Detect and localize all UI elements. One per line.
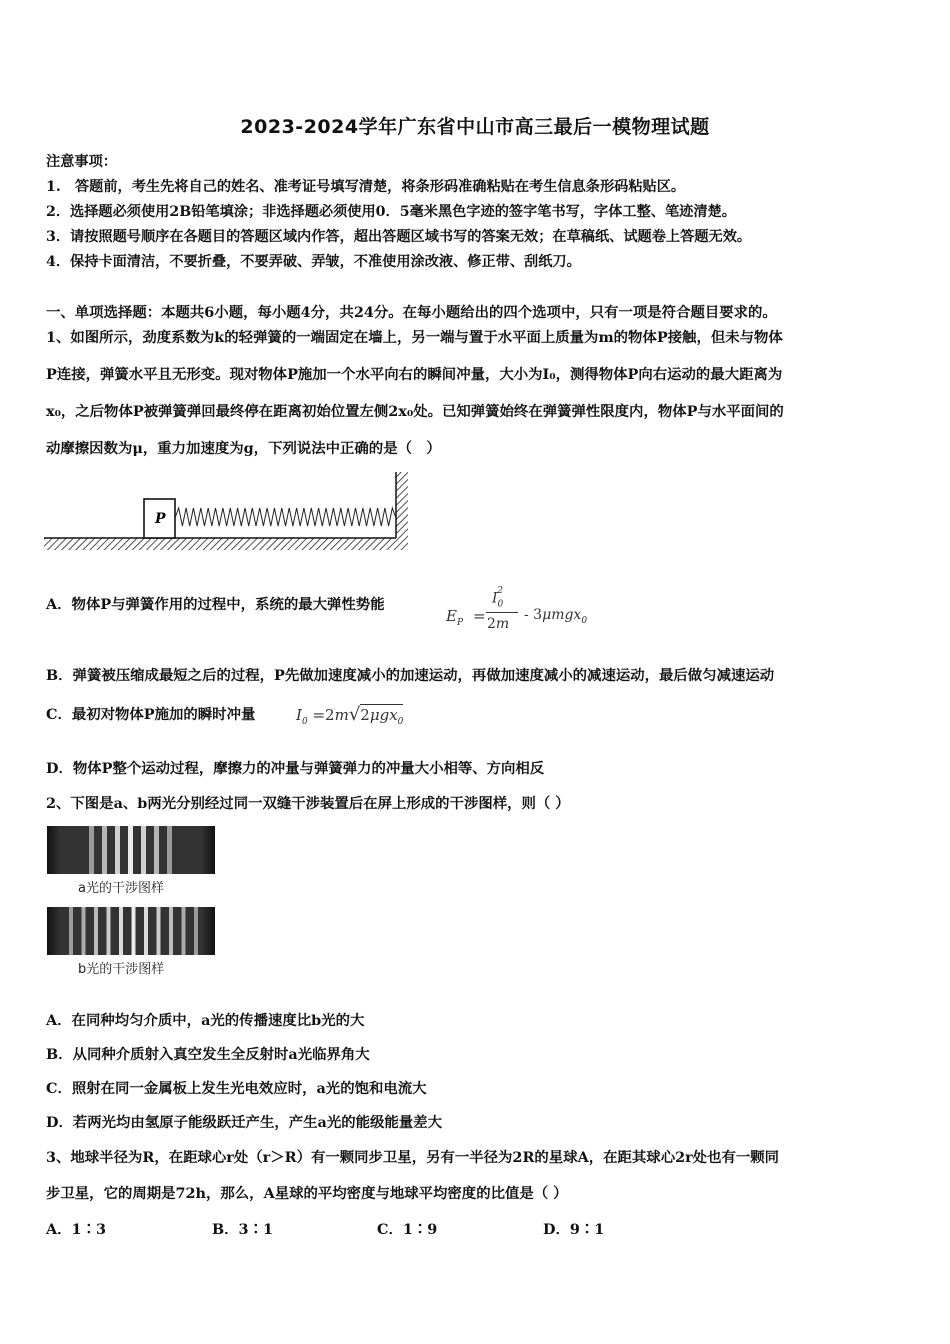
- bright-fringe: [115, 826, 120, 874]
- q1-formula-a: $E_P$ = $I_0^2$ 2m - 3μmgx$_0$: [446, 586, 588, 632]
- bright-fringe: [69, 907, 73, 955]
- bright-fringe: [194, 907, 198, 955]
- bright-fringe: [144, 907, 148, 955]
- q3-option-b: B．3∶1: [212, 1221, 273, 1238]
- bright-fringe: [107, 907, 111, 955]
- q1-option-a: A．物体P与弹簧作用的过程中，系统的最大弹性势能: [46, 596, 385, 613]
- wall-hatch: [396, 472, 408, 550]
- q3-option-a: A．1∶3: [46, 1221, 106, 1238]
- q2-option-c: C．照射在同一金属板上发生光电效应时，a光的饱和电流大: [46, 1080, 427, 1097]
- q1-option-d: D．物体P整个运动过程，摩擦力的冲量与弹簧弹力的冲量大小相等、方向相反: [46, 760, 545, 777]
- block-p-label: P: [155, 511, 166, 527]
- fringe-label-a: a光的干涉图样: [78, 881, 164, 896]
- bright-fringe: [82, 907, 86, 955]
- notice-heading: 注意事项：: [46, 154, 117, 170]
- q3-line-1: 3、地球半径为R，在距球心r处（r＞R）有一颗同步卫星，另有一半径为2R的星球A，在距其球心2r处也有一颗同: [46, 1149, 780, 1166]
- bright-fringe: [157, 907, 161, 955]
- q2-option-d: D．若两光均由氢原子能级跃迁产生，产生a光的能级能量差大: [46, 1114, 442, 1131]
- bright-fringe: [182, 907, 186, 955]
- q1-spring-figure: [44, 468, 410, 556]
- q1-formula-c: $I_0 =2m√2\mu gx_0$: [296, 704, 404, 727]
- fringe-pattern-a: [47, 826, 215, 874]
- q1-line-2: P连接，弹簧水平且无形变。现对物体P施加一个水平向右的瞬间冲量，大小为I₀，测得物体P向右运动的最大距离为: [46, 366, 783, 383]
- notice-item-1: 1. 答题前，考生先将自己的姓名、准考证号填写清楚，将条形码准确粘贴在考生信息条形码粘贴区。: [46, 179, 686, 195]
- bright-fringe: [169, 907, 173, 955]
- bright-fringe: [141, 826, 146, 874]
- q3-option-c: C．1∶9: [377, 1221, 438, 1238]
- q3-line-2: 步卫星，它的周期是72h，那么，A星球的平均密度与地球平均密度的比值是（ ）: [46, 1185, 568, 1202]
- bright-fringe: [89, 826, 94, 874]
- section-heading: 一、单项选择题：本题共6小题，每小题4分，共24分。在每小题给出的四个选项中，只有一项是符合题目要求的。: [46, 304, 777, 321]
- page-title: 2023-2024学年广东省中山市高三最后一模物理试题: [240, 116, 710, 138]
- q1-option-c: C．最初对物体P施加的瞬时冲量: [46, 706, 256, 723]
- bright-fringe: [167, 826, 172, 874]
- spring: [175, 508, 396, 526]
- q1-line-4: 动摩擦因数为μ，重力加速度为g，下列说法中正确的是（ ）: [46, 440, 441, 457]
- notice-item-3: 3．请按照题号顺序在各题目的答题区域内作答，超出答题区域书写的答案无效；在草稿纸、试题卷上答题无效。: [46, 229, 752, 245]
- fringe-label-b: b光的干涉图样: [78, 962, 165, 977]
- bright-fringe: [154, 826, 159, 874]
- q2-option-b: B．从同种介质射入真空发生全反射时a光临界角大: [46, 1046, 370, 1063]
- floor-hatch: [44, 538, 396, 550]
- q1-option-b: B．弹簧被压缩成最短之后的过程，P先做加速度减小的加速运动，再做加速度减小的减速运动，最后做匀减速运动: [46, 667, 775, 684]
- notice-item-4: 4．保持卡面清洁，不要折叠，不要弄破、弄皱，不准使用涂改液、修正带、刮纸刀。: [46, 254, 581, 270]
- q1-line-3: x₀，之后物体P被弹簧弹回最终停在距离初始位置左侧2x₀处。已知弹簧始终在弹簧弹性限度内，物体P与水平面间的: [46, 403, 784, 420]
- q1-line-1: 1、如图所示，劲度系数为k的轻弹簧的一端固定在墙上，另一端与置于水平面上质量为m的物体P接触，但未与物体: [46, 329, 783, 346]
- q3-option-d: D．9∶1: [543, 1221, 605, 1238]
- fringe-pattern-b: [47, 907, 215, 955]
- notice-item-2: 2．选择题必须使用2B铅笔填涂；非选择题必须使用0．5毫米黑色字迹的签字笔书写，字体工整、笔迹清楚。: [46, 204, 736, 220]
- bright-fringe: [94, 907, 98, 955]
- bright-fringe: [132, 907, 136, 955]
- q2-option-a: A．在同种均匀介质中，a光的传播速度比b光的大: [46, 1012, 365, 1029]
- bright-fringe: [102, 826, 107, 874]
- bright-fringe: [119, 907, 123, 955]
- q2-stem: 2、下图是a、b两光分别经过同一双缝干涉装置后在屏上形成的干涉图样，则（ ）: [46, 795, 570, 812]
- bright-fringe: [128, 826, 133, 874]
